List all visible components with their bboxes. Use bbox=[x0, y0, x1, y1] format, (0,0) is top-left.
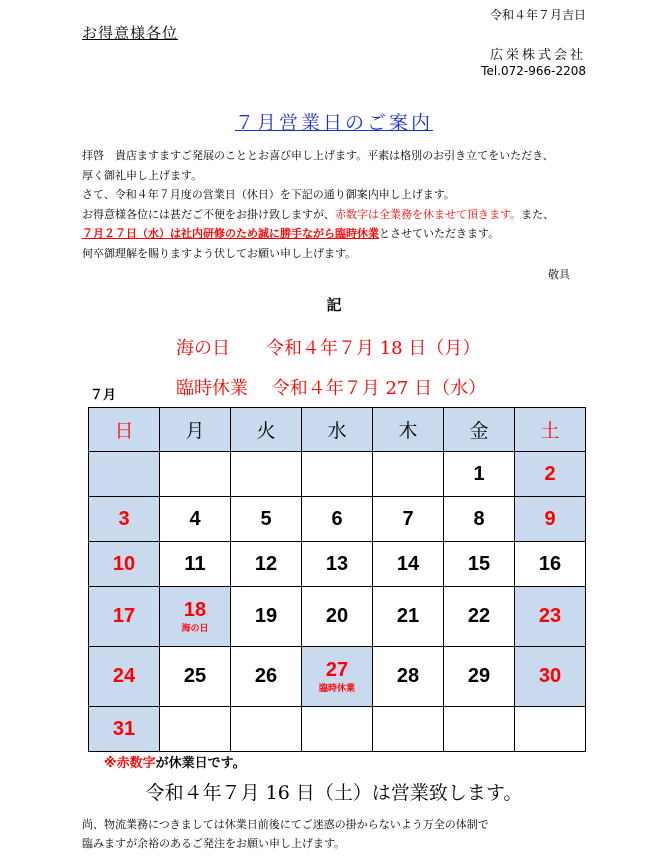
weekday-sun: 日 bbox=[89, 408, 160, 452]
calendar-day-9: 9 bbox=[515, 497, 586, 542]
body-line-6: 何卒御理解を賜りますよう伏してお願い申し上げます。 bbox=[82, 246, 357, 260]
holiday-line-2: 臨時休業 令和４年７月 27 日（水） bbox=[176, 378, 487, 399]
weekday-thu: 木 bbox=[373, 408, 444, 452]
calendar-day-31: 31 bbox=[89, 707, 160, 752]
phone-number: Tel.072-966-2208 bbox=[481, 64, 586, 78]
calendar-weekday-row bbox=[89, 408, 586, 452]
calendar-day-13: 13 bbox=[302, 542, 373, 587]
legend-note bbox=[104, 752, 246, 771]
body-line-4b: 赤数字は全業務を休ませて頂きます。 bbox=[335, 207, 522, 221]
calendar-day-18: 18 bbox=[183, 599, 207, 621]
calendar-cell-empty bbox=[515, 707, 586, 752]
calendar-day-4: 4 bbox=[160, 497, 231, 542]
issue-date: 令和４年７月吉日 bbox=[489, 8, 586, 22]
body-line-5b: とさせていただきます。 bbox=[379, 227, 500, 240]
ki-heading: 記 bbox=[326, 296, 342, 314]
calendar-day-27-cell bbox=[302, 647, 373, 707]
body-line-5a: ７月２７日（水）は社内研修のため誠に勝手ながら臨時休業 bbox=[82, 227, 379, 240]
calendar-day-7: 7 bbox=[373, 497, 444, 542]
calendar-week-1 bbox=[89, 452, 586, 497]
calendar-day-29: 29 bbox=[444, 647, 515, 707]
calendar-cell-empty bbox=[160, 452, 231, 497]
calendar-day-26: 26 bbox=[231, 647, 302, 707]
calendar-day-11: 11 bbox=[160, 542, 231, 587]
calendar-table bbox=[88, 407, 586, 752]
calendar-note-temporary-closure: 臨時休業 bbox=[318, 684, 355, 694]
calendar-day-17: 17 bbox=[89, 587, 160, 647]
weekday-wed: 水 bbox=[302, 408, 373, 452]
calendar-day-30: 30 bbox=[515, 647, 586, 707]
calendar-day-16: 16 bbox=[515, 542, 586, 587]
body-line-3: さて、令和４年７月度の営業日（休日）を下記の通り御案内申し上げます。 bbox=[82, 188, 455, 201]
calendar-cell-empty bbox=[373, 707, 444, 752]
open-day-notice: 令和４年７月 16 日（土）は営業致します。 bbox=[145, 782, 523, 804]
calendar-day-23: 23 bbox=[515, 587, 586, 647]
calendar-day-3: 3 bbox=[89, 497, 160, 542]
calendar-day-27: 27 bbox=[325, 659, 349, 681]
calendar-note-marine-day: 海の日 bbox=[181, 624, 209, 634]
weekday-tue: 火 bbox=[231, 408, 302, 452]
calendar-day-1: 1 bbox=[444, 452, 515, 497]
calendar-month-label: ７月 bbox=[90, 388, 117, 403]
calendar-week-4 bbox=[89, 587, 586, 647]
calendar-cell-empty bbox=[160, 707, 231, 752]
body-line-4 bbox=[82, 205, 592, 225]
legend-note-rest: が休業日です。 bbox=[155, 756, 246, 771]
body-line-5 bbox=[82, 224, 592, 244]
calendar-cell-empty bbox=[302, 452, 373, 497]
calendar-cell-empty bbox=[444, 707, 515, 752]
weekday-fri: 金 bbox=[444, 408, 515, 452]
holiday-line-1: 海の日 令和４年７月 18 日（月） bbox=[176, 338, 481, 359]
letter-body bbox=[82, 146, 592, 263]
footer-text bbox=[82, 815, 602, 853]
calendar-cell-empty bbox=[231, 707, 302, 752]
calendar-cell-empty bbox=[302, 707, 373, 752]
weekday-mon: 月 bbox=[160, 408, 231, 452]
calendar-week-3 bbox=[89, 542, 586, 587]
calendar-day-10: 10 bbox=[89, 542, 160, 587]
calendar-day-6: 6 bbox=[302, 497, 373, 542]
calendar-day-2: 2 bbox=[515, 452, 586, 497]
document-title: ７月営業日のご案内 bbox=[234, 112, 433, 134]
calendar-week-5 bbox=[89, 647, 586, 707]
calendar-day-12: 12 bbox=[231, 542, 302, 587]
document-title-wrap bbox=[0, 108, 668, 135]
footer-line-2: 臨みますが余裕のあるご発注をお願い申し上げます。 bbox=[82, 837, 346, 850]
calendar-day-22: 22 bbox=[444, 587, 515, 647]
calendar-day-18-cell bbox=[160, 587, 231, 647]
calendar-week-6 bbox=[89, 707, 586, 752]
calendar-day-8: 8 bbox=[444, 497, 515, 542]
calendar-day-25: 25 bbox=[160, 647, 231, 707]
calendar-day-20: 20 bbox=[302, 587, 373, 647]
calendar-day-5: 5 bbox=[231, 497, 302, 542]
calendar-week-2 bbox=[89, 497, 586, 542]
calendar-day-21: 21 bbox=[373, 587, 444, 647]
calendar-day-28: 28 bbox=[373, 647, 444, 707]
calendar-day-24: 24 bbox=[89, 647, 160, 707]
calendar-cell-empty bbox=[373, 452, 444, 497]
calendar-day-14: 14 bbox=[373, 542, 444, 587]
footer-line-1: 尚、物流業務につきましては休業日前後にてご迷惑の掛からないよう万全の体制で bbox=[82, 818, 489, 831]
calendar-cell-empty bbox=[231, 452, 302, 497]
legend-note-red: ※赤数字 bbox=[104, 756, 156, 771]
calendar-cell-empty bbox=[89, 452, 160, 497]
body-line-4a: お得意様各位には甚だご不便をお掛け致しますが、 bbox=[82, 207, 335, 221]
calendar-day-15: 15 bbox=[444, 542, 515, 587]
body-line-4c: また、 bbox=[521, 207, 555, 221]
recipient: お得意様各位 bbox=[82, 24, 179, 42]
closing-word: 敬具 bbox=[548, 268, 570, 281]
body-line-1: 拝啓 貴店ますますご発展のこととお喜び申し上げます。平素は格別のお引き立てをいただき、 bbox=[82, 149, 554, 162]
weekday-sat: 土 bbox=[515, 408, 586, 452]
body-line-2: 厚く御礼申し上げます。 bbox=[82, 168, 203, 182]
calendar-day-19: 19 bbox=[231, 587, 302, 647]
company-name: 広栄株式会社 bbox=[489, 48, 586, 63]
